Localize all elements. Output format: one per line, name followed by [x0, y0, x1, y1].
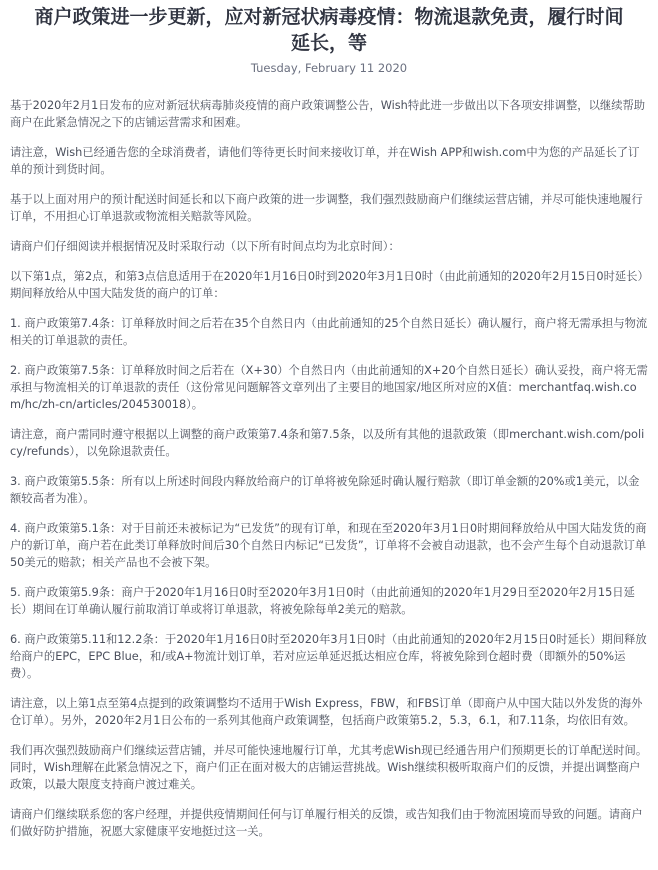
paragraph-policy-5-9: 5. 商户政策第5.9条：商户于2020年1月16日0时至2020年3月1日0时（由此前通知的2020年1月29日至2020年2月15日延长）期间在订单确认履行前取消订单或将订单退款，将被免除每单2美元的赔款。 [10, 586, 635, 616]
paragraph-exclusions: 请注意，以上第1点至第4点提到的政策调整均不适用于Wish Express，FBW，和FBS订单（即商户从中国大陆以外发货的海外仓订单）。另外，2020年2月1日公布的一系列其他商户政策调整，包括商户政策第5.2，5.3，6.1，和7.11条，均依旧有效。 [10, 697, 643, 727]
paragraph-policy-5-1: 4. 商户政策第5.1条：对于目前还未被标记为“已发货”的现有订单，和现在至2020年3月1日0时期间释放给从中国大陆发货的商户的新订单，商户若在此类订单释放时间后30个自然日内标记“已发货”，订单将不会被自动退款，也不会产生每个自动退款订单50美元的赔款；相关产品也不会被下架。 [10, 522, 647, 569]
paragraph-encourage: 基于以上面对用户的预计配送时间延长和以下商户政策的进一步调整，我们强烈鼓励商户们继续运营店铺，并尽可能快速地履行订单，不用担心订单退款或物流相关赔款等风险。 [10, 193, 643, 223]
article-body [10, 97, 648, 840]
paragraph-policy-5-5: 3. 商户政策第5.5条：所有以上所述时间段内释放给商户的订单将被免除延时确认履行赔款（即订单金额的20%或1美元，以金额较高者为准）。 [10, 475, 640, 505]
paragraph-notice-delivery: 请注意，Wish已经通告您的全球消费者，请他们等待更长时间来接收订单，并在Wish APP和wish.com中为您的产品延长了订单的预计到货时间。 [10, 146, 640, 176]
paragraph-contact: 请商户们继续联系您的客户经理，并提供疫情期间任何与订单履行相关的反馈，或告知我们由于物流困境而导致的问题。请商户们做好防护措施，祝愿大家健康平安地挺过这一关。 [10, 808, 643, 838]
article-title: 商户政策进一步更新，应对新冠状病毒疫情：物流退款免责，履行时间延长，等 [34, 6, 624, 54]
paragraph-policy-7-5: 2. 商户政策第7.5条：订单释放时间之后若在（X+30）个自然日内（由此前通知的X+20个自然日延长）确认妥投，商户将无需承担与物流相关的订单退款的责任（这份常见问题解答文章列出了主要目的地国家/地区所对应的X值：merchantfaq.wish.com/hc/zh-cn/articles/204530018）。 [10, 364, 648, 411]
paragraph-read-carefully: 请商户们仔细阅读并根据情况及时采取行动（以下所有时间点均为北京时间）： [10, 240, 400, 253]
paragraph-refund-note: 请注意，商户需同时遵守根据以上调整的商户政策第7.4条和第7.5条，以及所有其他的退款政策（即merchant.wish.com/policy/refunds），以免除退款责任。 [10, 428, 645, 458]
paragraph-scope: 以下第1点，第2点，和第3点信息适用于在2020年1月16日0时到2020年3月1日0时（由此前通知的2020年2月15日0时延长）期间释放给从中国大陆发货的商户的订单： [10, 270, 644, 300]
paragraph-policy-5-11: 6. 商户政策第5.11和12.2条：于2020年1月16日0时至2020年3月1日0时（由此前通知的2020年2月15日0时延长）期间释放给商户的EPC，EPC Blue，和/或A+物流计划订单，若对应运单延迟抵达相应仓库，将被免除到仓超时费（即额外的50%运费）。 [10, 633, 647, 680]
publish-date: Tuesday, February 11 2020 [250, 61, 408, 75]
paragraph-policy-7-4: 1. 商户政策第7.4条：订单释放时间之后若在35个自然日内（由此前通知的25个自然日延长）确认履行，商户将无需承担与物流相关的订单退款的责任。 [10, 317, 648, 347]
paragraph-intro: 基于2020年2月1日发布的应对新冠状病毒肺炎疫情的商户政策调整公告，Wish特此进一步做出以下各项安排调整，以继续帮助商户在此紧急情况之下的店铺运营需求和困难。 [10, 99, 646, 129]
paragraph-continue-operating: 我们再次强烈鼓励商户们继续运营店铺，并尽可能快速地履行订单，尤其考虑Wish现已经通告用户们预期更长的订单配送时间。同时，Wish理解在此紧急情况之下，商户们正在面对极大的店铺运营挑战。Wish继续积极听取商户们的反馈，并提出调整商户政策，以最大限度支持商户渡过难关。 [10, 744, 648, 791]
